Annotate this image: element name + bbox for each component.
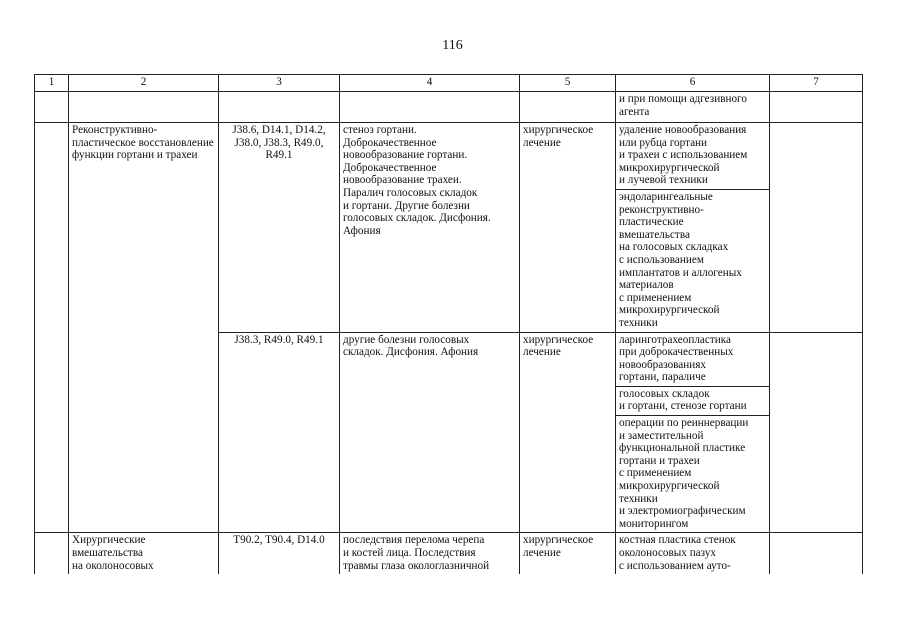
cell-type — [520, 92, 616, 123]
cell-diagnosis — [340, 92, 520, 123]
column-header: 6 — [616, 75, 770, 92]
table-row — [35, 123, 863, 190]
cell-col7 — [770, 332, 863, 533]
cell-codes — [219, 92, 340, 123]
column-header: 4 — [340, 75, 520, 92]
cell-codes: T90.2, T90.4, D14.0 — [219, 533, 340, 574]
cell-treatment: и при помощи адгезивного агента — [616, 92, 770, 123]
cell-col7 — [770, 123, 863, 333]
column-header: 2 — [69, 75, 219, 92]
cell-type: хирургическое лечение — [520, 533, 616, 574]
page-number: 116 — [442, 38, 463, 53]
cell-diagnosis: другие болезни голосовых складок. Дисфония. Афония — [340, 332, 520, 533]
cell-treatment: ларинготрахеопластика при доброкачественных новообразованиях гортани, параличе — [616, 332, 770, 386]
document-table — [34, 74, 863, 574]
cell-type: хирургическое лечение — [520, 332, 616, 533]
column-header: 1 — [35, 75, 69, 92]
cell-col7 — [770, 533, 863, 574]
cell-group-name: Хирургические вмешательства на околоносовых — [69, 533, 219, 574]
table-row — [35, 533, 863, 574]
cell-codes: J38.3, R49.0, R49.1 — [219, 332, 340, 533]
cell-type: хирургическое лечение — [520, 123, 616, 333]
column-header: 5 — [520, 75, 616, 92]
cell-treatment: эндоларингеальные реконструктивно- пластические вмешательства на голосовых складках с использованием имплантатов и аллогеных материалов с применением микрохирургической техники — [616, 189, 770, 332]
cell-diagnosis: последствия перелома черепа и костей лица. Последствия травмы глаза окологлазничной — [340, 533, 520, 574]
cell-treatment: костная пластика стенок околоносовых пазух с использованием ауто- — [616, 533, 770, 574]
column-header: 3 — [219, 75, 340, 92]
cell-treatment: голосовых складок и гортани, стенозе гортани — [616, 386, 770, 415]
cell-codes: J38.6, D14.1, D14.2, J38.0, J38.3, R49.0, R49.1 — [219, 123, 340, 333]
cell-number — [35, 92, 69, 123]
column-header: 7 — [770, 75, 863, 92]
cell-treatment: удаление новообразования или рубца гортани и трахеи с использованием микрохирургической и лучевой техники — [616, 123, 770, 190]
cell-treatment: операции по реиннервации и заместительной функциональной пластике гортани и трахеи с применением микрохирургической техники и электромиографическим мониторингом — [616, 416, 770, 533]
table-row — [35, 92, 863, 123]
cell-number — [35, 533, 69, 574]
column-number-row — [35, 75, 863, 92]
cell-group-name: Реконструктивно-пластическое восстановление функции гортани и трахеи — [69, 123, 219, 533]
cell-group-name — [69, 92, 219, 123]
cell-diagnosis: стеноз гортани. Доброкачественное новообразование гортани. Доброкачественное новообразование трахеи. Паралич голосовых складок и гортани. Другие болезни голосовых складок. Дисфония. Афония — [340, 123, 520, 333]
cell-col7 — [770, 92, 863, 123]
cell-number — [35, 123, 69, 533]
